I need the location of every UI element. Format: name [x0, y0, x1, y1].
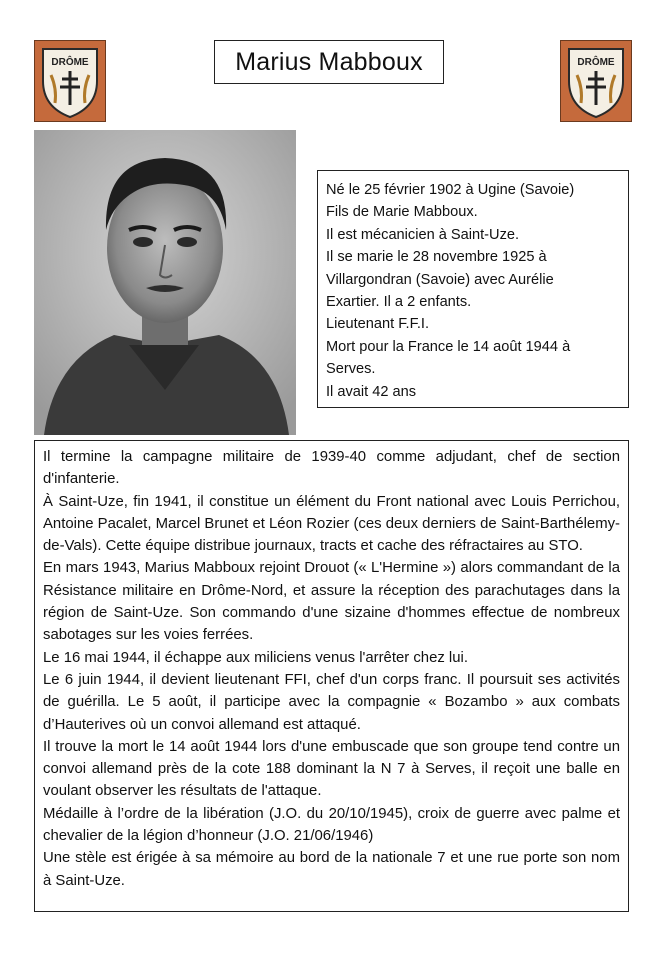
portrait-photo — [34, 130, 296, 435]
drome-badge-right — [560, 40, 632, 122]
info-box — [317, 170, 629, 408]
badge-right-text: DRÔME — [577, 57, 615, 68]
bio-paragraph: Il termine la campagne militaire de 1939-40 comme adjudant, chef de section d'infanterie. — [43, 449, 620, 488]
info-line: Exartier. Il a 2 enfants. — [326, 294, 472, 311]
drome-resistance-shield-icon — [561, 41, 631, 121]
bio-paragraph: À Saint-Uze, fin 1941, il constitue un élément du Front national avec Louis Perrichou, Antoine Pacalet, Marcel Brunet et Léon Rozier (ces deux derniers de Saint-Barthélemy-de-Vals). Cette équipe distribue journaux, tracts et cache des réfractaires au STO. — [43, 493, 620, 555]
info-line: Fils de Marie Mabboux. — [326, 204, 478, 221]
bio-paragraph: Médaille à l’ordre de la libération (J.O. du 20/10/1945), croix de guerre avec palme et chevalier de la légion d’honneur (J.O. 21/06/1946) — [43, 805, 620, 845]
info-line: Lieutenant F.F.I. — [326, 316, 430, 333]
bio-paragraph: Il trouve la mort le 14 août 1944 lors d'une embuscade que son groupe tend contre un convoi allemand près de la cote 188 dominant la N 7 à Serves, il reçoit une balle en voulant observer les résultats de l'attaque. — [43, 738, 620, 800]
badge-left-text: DRÔME — [51, 57, 89, 68]
info-line: Né le 25 février 1902 à Ugine (Savoie) — [326, 182, 575, 198]
page-title: Marius Mabboux — [235, 47, 423, 76]
bio-paragraph: Une stèle est érigée à sa mémoire au bord de la nationale 7 et une rue porte son nom à Saint-Uze. — [43, 850, 620, 889]
info-line: Mort pour la France le 14 août 1944 à — [326, 338, 571, 355]
bio-paragraph: Le 16 mai 1944, il échappe aux miliciens venus l'arrêter chez lui. — [43, 649, 468, 666]
bio-paragraph: Le 6 juin 1944, il devient lieutenant FFI, chef d'un corps franc. Il poursuit ses activités de guérilla. Le 5 août, il participe avec la compagnie « Bozambo » aux combats d’Hauterives où un convoi allemand est attaqué. — [43, 671, 620, 733]
info-line: Il est mécanicien à Saint-Uze. — [326, 226, 520, 243]
info-line: Serves. — [326, 361, 376, 378]
bio-paragraph: En mars 1943, Marius Mabboux rejoint Drouot (« L'Hermine ») alors commandant de la Résistance militaire en Drôme-Nord, et assure la réception des parachutages dans la région de Saint-Uze. Son commando d'une sizaine d'hommes effectue de nombreux sabotages sur les voies ferrées. — [43, 560, 620, 644]
info-line: Villargondran (Savoie) avec Aurélie — [326, 271, 554, 288]
info-line: Il se marie le 28 novembre 1925 à — [326, 249, 547, 266]
drome-resistance-shield-icon — [35, 41, 105, 121]
drome-badge-left — [34, 40, 106, 122]
info-line: Il avait 42 ans — [326, 383, 417, 400]
page-title-box — [214, 40, 444, 84]
biography-box — [34, 440, 629, 912]
